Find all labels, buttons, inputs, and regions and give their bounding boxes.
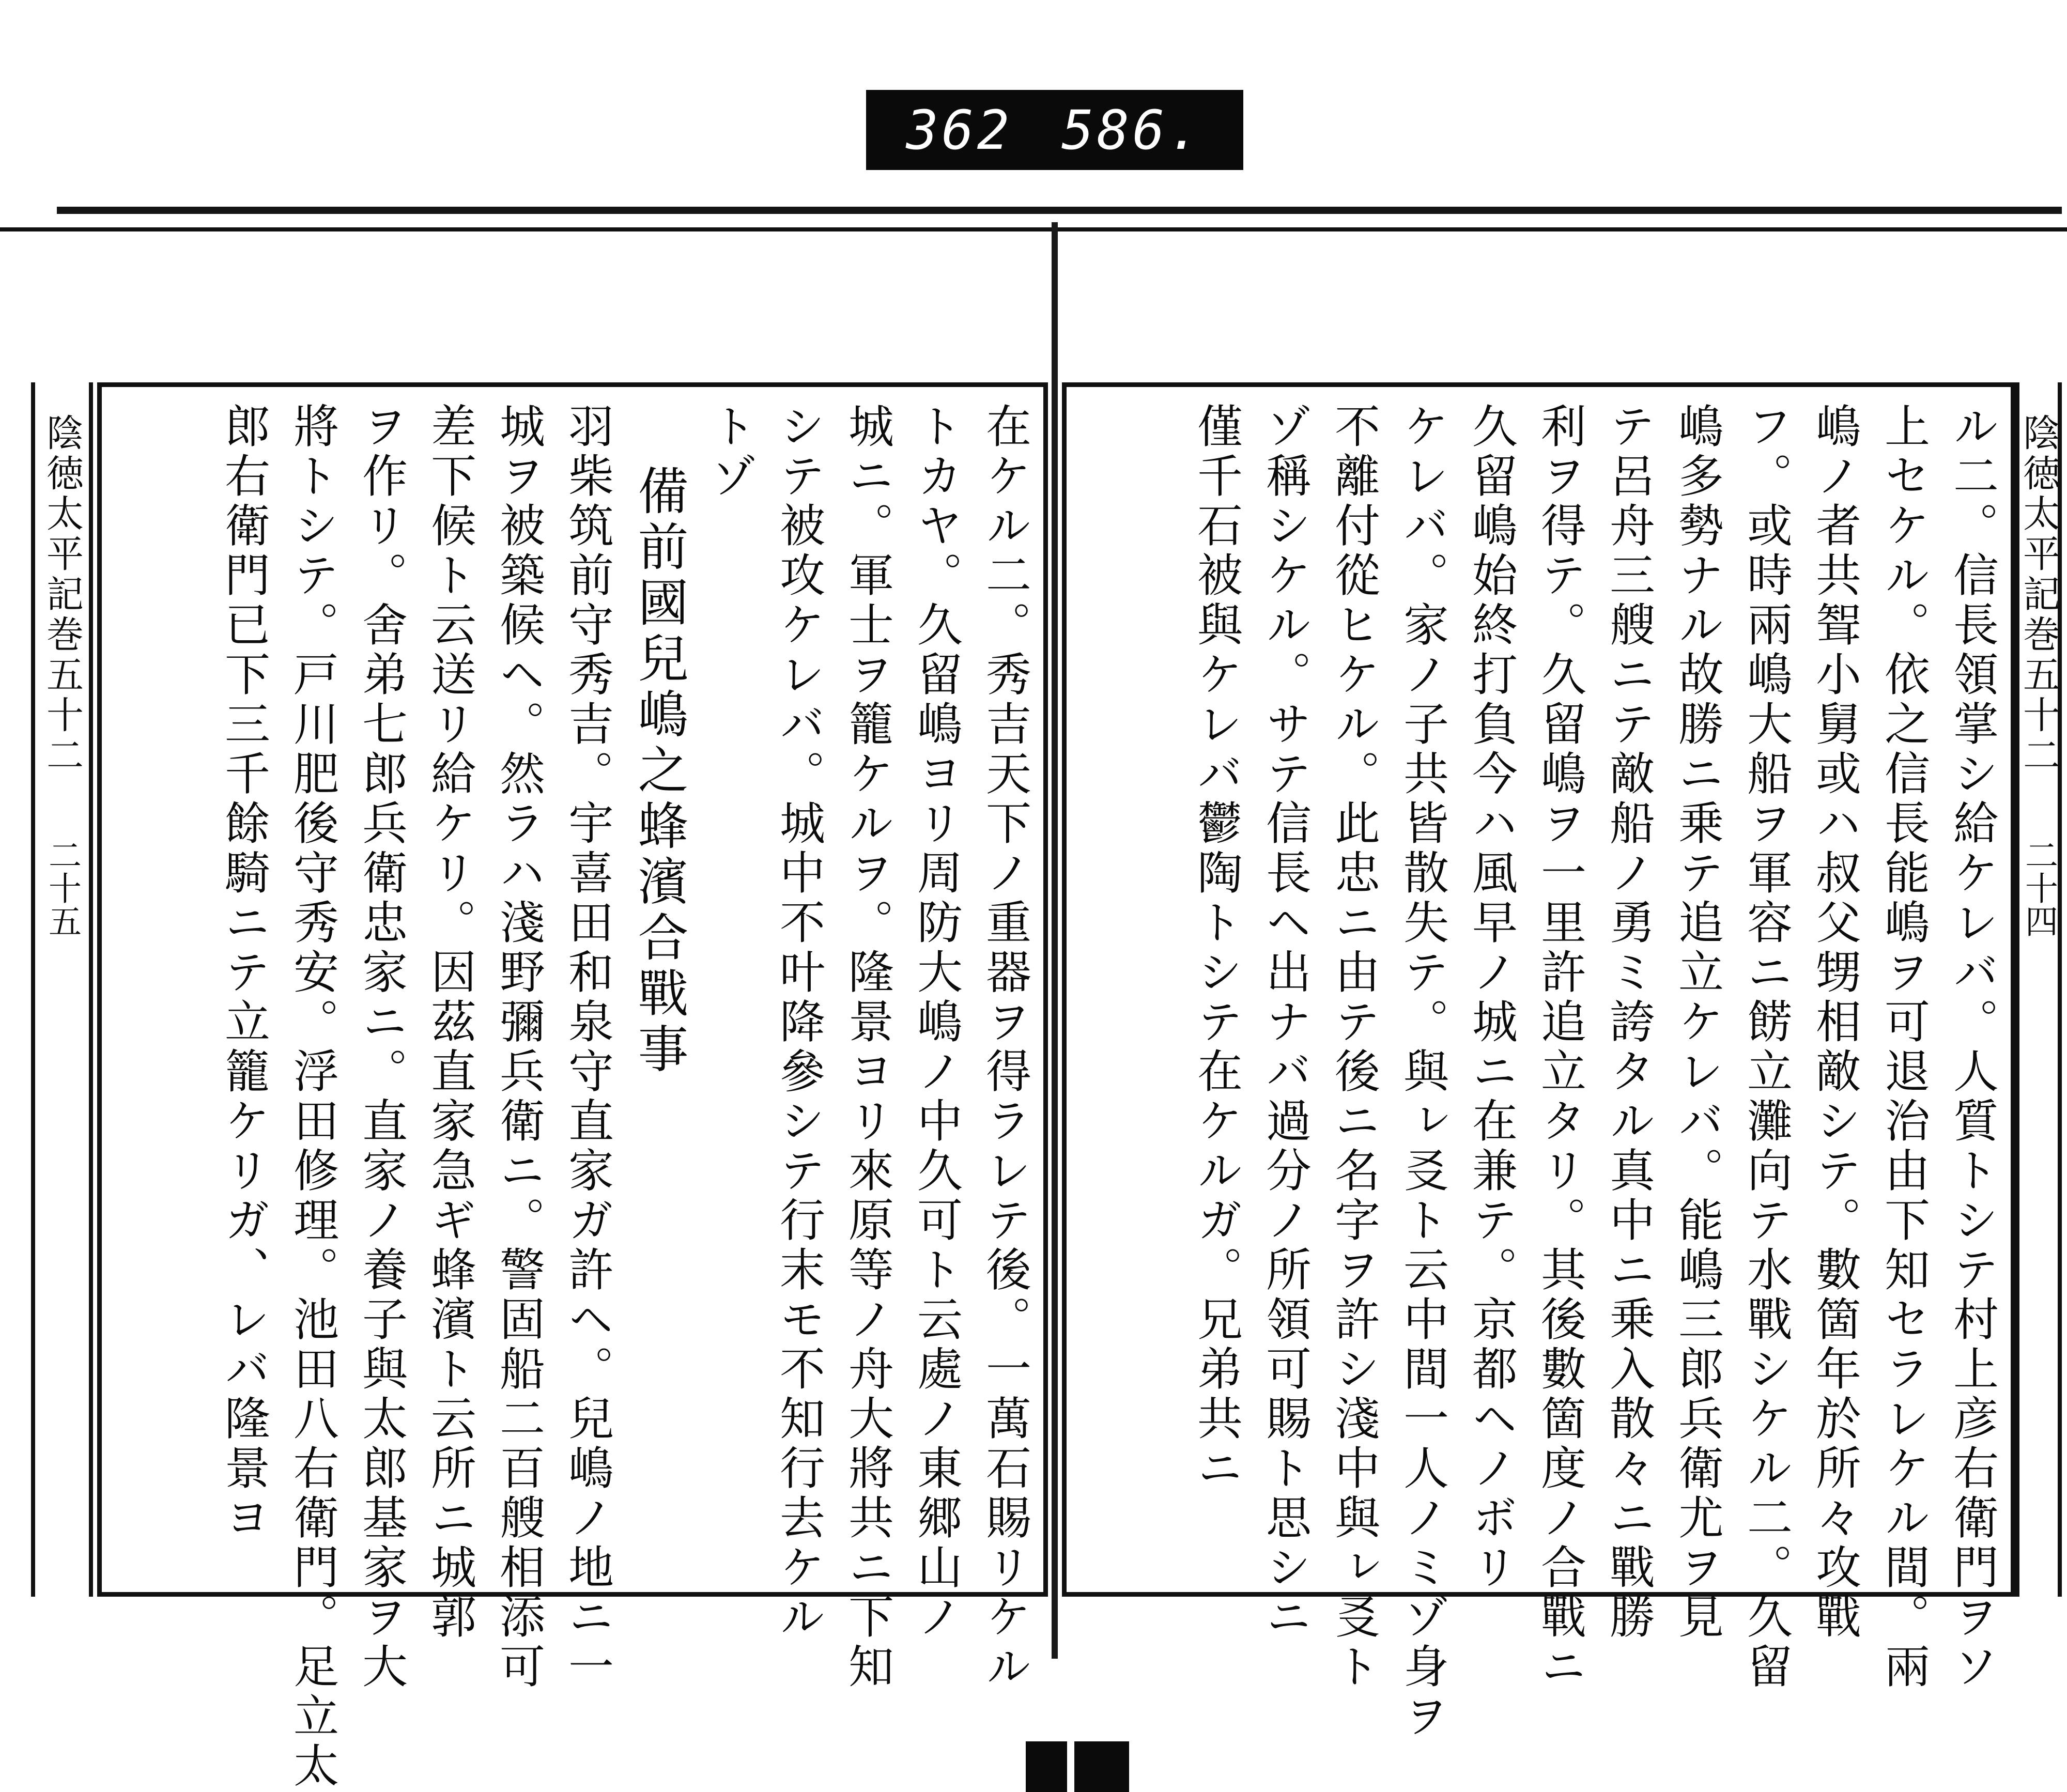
section-heading: 備前國兒嶋之蜂濱合戰事	[629, 465, 688, 1078]
shelfmark-right-number: 586.	[1061, 98, 1204, 162]
text-column: ル二。信長領掌シ給ケレバ。人質トシテ村上彦右衛門ヲソ	[1946, 403, 1999, 1692]
text-column: フ。或時兩嶋大船ヲ軍容ニ餝立灘向テ水戰シケル二。久留	[1740, 403, 1793, 1692]
text-column: ゾ稱シケル。サテ信長ヘ出ナバ過分ノ所領可賜ト思シニ	[1259, 403, 1312, 1643]
text-column: 久留嶋始終打負今ハ風早ノ城ニ在兼テ。京都ヘノボリ	[1465, 403, 1518, 1593]
right-page	[1062, 382, 2015, 1742]
shelfmark-label	[866, 90, 1243, 170]
text-column: 羽柴筑前守秀吉。宇喜田和泉守直家ガ許ヘ。兒嶋ノ地ニ一	[561, 403, 614, 1692]
text-column: 將トシテ。戸川肥後守秀安。浮田修理。池田八右衛門。足立太	[286, 403, 340, 1791]
text-column: 上セケル。依之信長能嶋ヲ可退治由下知セラレケル間。兩	[1877, 403, 1931, 1692]
text-column: シテ被攻ケレバ。城中不叶降參シテ行末モ不知行去ケル	[773, 403, 826, 1643]
left-margin-strip	[31, 382, 93, 1597]
right-page-number: 二十四	[2019, 838, 2058, 937]
text-column: テ呂舟三艘ニテ敵船ノ勇ミ誇タル真中ニ乗入散々ニ戰勝	[1602, 403, 1656, 1643]
binding-clip	[1026, 1741, 1129, 1792]
spine-gutter	[1052, 222, 1058, 1659]
text-column: 差下候ト云送リ給ケリ。因茲直家急ギ蜂濱ト云所ニ城郭	[424, 403, 477, 1643]
shelfmark-left-number: 362	[906, 98, 1013, 162]
text-column: 不離付從ヒケル。此忠ニ由テ後ニ名字ヲ許シ淺中與ㇾ㕛ト	[1328, 403, 1381, 1692]
left-page-number: 二十五	[43, 838, 81, 937]
left-page-text	[117, 403, 1032, 1791]
text-column: 僅千石被與ケレバ鬱陶トシテ在ケルガ。兄弟共ニ	[1190, 403, 1243, 1494]
text-column: トカヤ。久留嶋ヨリ周防大嶋ノ中久可ト云處ノ東郷山ノ	[910, 403, 963, 1643]
text-column: 城ニ。軍士ヲ籠ケルヲ。隆景ヨリ來原等ノ舟大將共ニ下知	[841, 403, 894, 1692]
text-column: トゾ	[704, 403, 757, 502]
text-column: 郎右衛門已下三千餘騎ニテ立籠ケリガ、レバ隆景ヨ	[218, 403, 271, 1543]
text-column: ケレバ。家ノ子共皆散失テ。與ㇾ㕛ト云中間一人ノミゾ身ヲ	[1396, 403, 1449, 1742]
right-margin-strip	[2015, 382, 2062, 1597]
left-margin-title: 陰徳太平記巻五十二	[40, 413, 84, 776]
right-margin-title: 陰徳太平記巻五十二	[2017, 413, 2060, 776]
text-column: 嶋ノ者共聟小舅或ハ叔父甥相敵シテ。數箇年於所々攻戰	[1809, 403, 1862, 1643]
left-page	[97, 382, 1048, 1791]
text-column: 在ケル二。秀吉天下ノ重器ヲ得ラレテ後。一萬石賜リケル	[979, 403, 1032, 1692]
text-column: 利ヲ得テ。久留嶋ヲ一里許追立タリ。其後數箇度ノ合戰ニ	[1534, 403, 1587, 1692]
text-column: ヲ作リ。舍弟七郎兵衛忠家ニ。直家ノ養子與太郎基家ヲ大	[355, 403, 408, 1692]
right-page-text	[1082, 403, 1999, 1742]
text-column: 城ヲ被築候ヘ。然ラハ淺野彌兵衛ニ。警固船二百艘相添可	[492, 403, 546, 1692]
text-column: 嶋多勢ナル故勝ニ乗テ追立ケレバ。能嶋三郎兵衛尤ヲ見	[1671, 403, 1724, 1643]
binding-clip-notch	[1067, 1741, 1074, 1792]
